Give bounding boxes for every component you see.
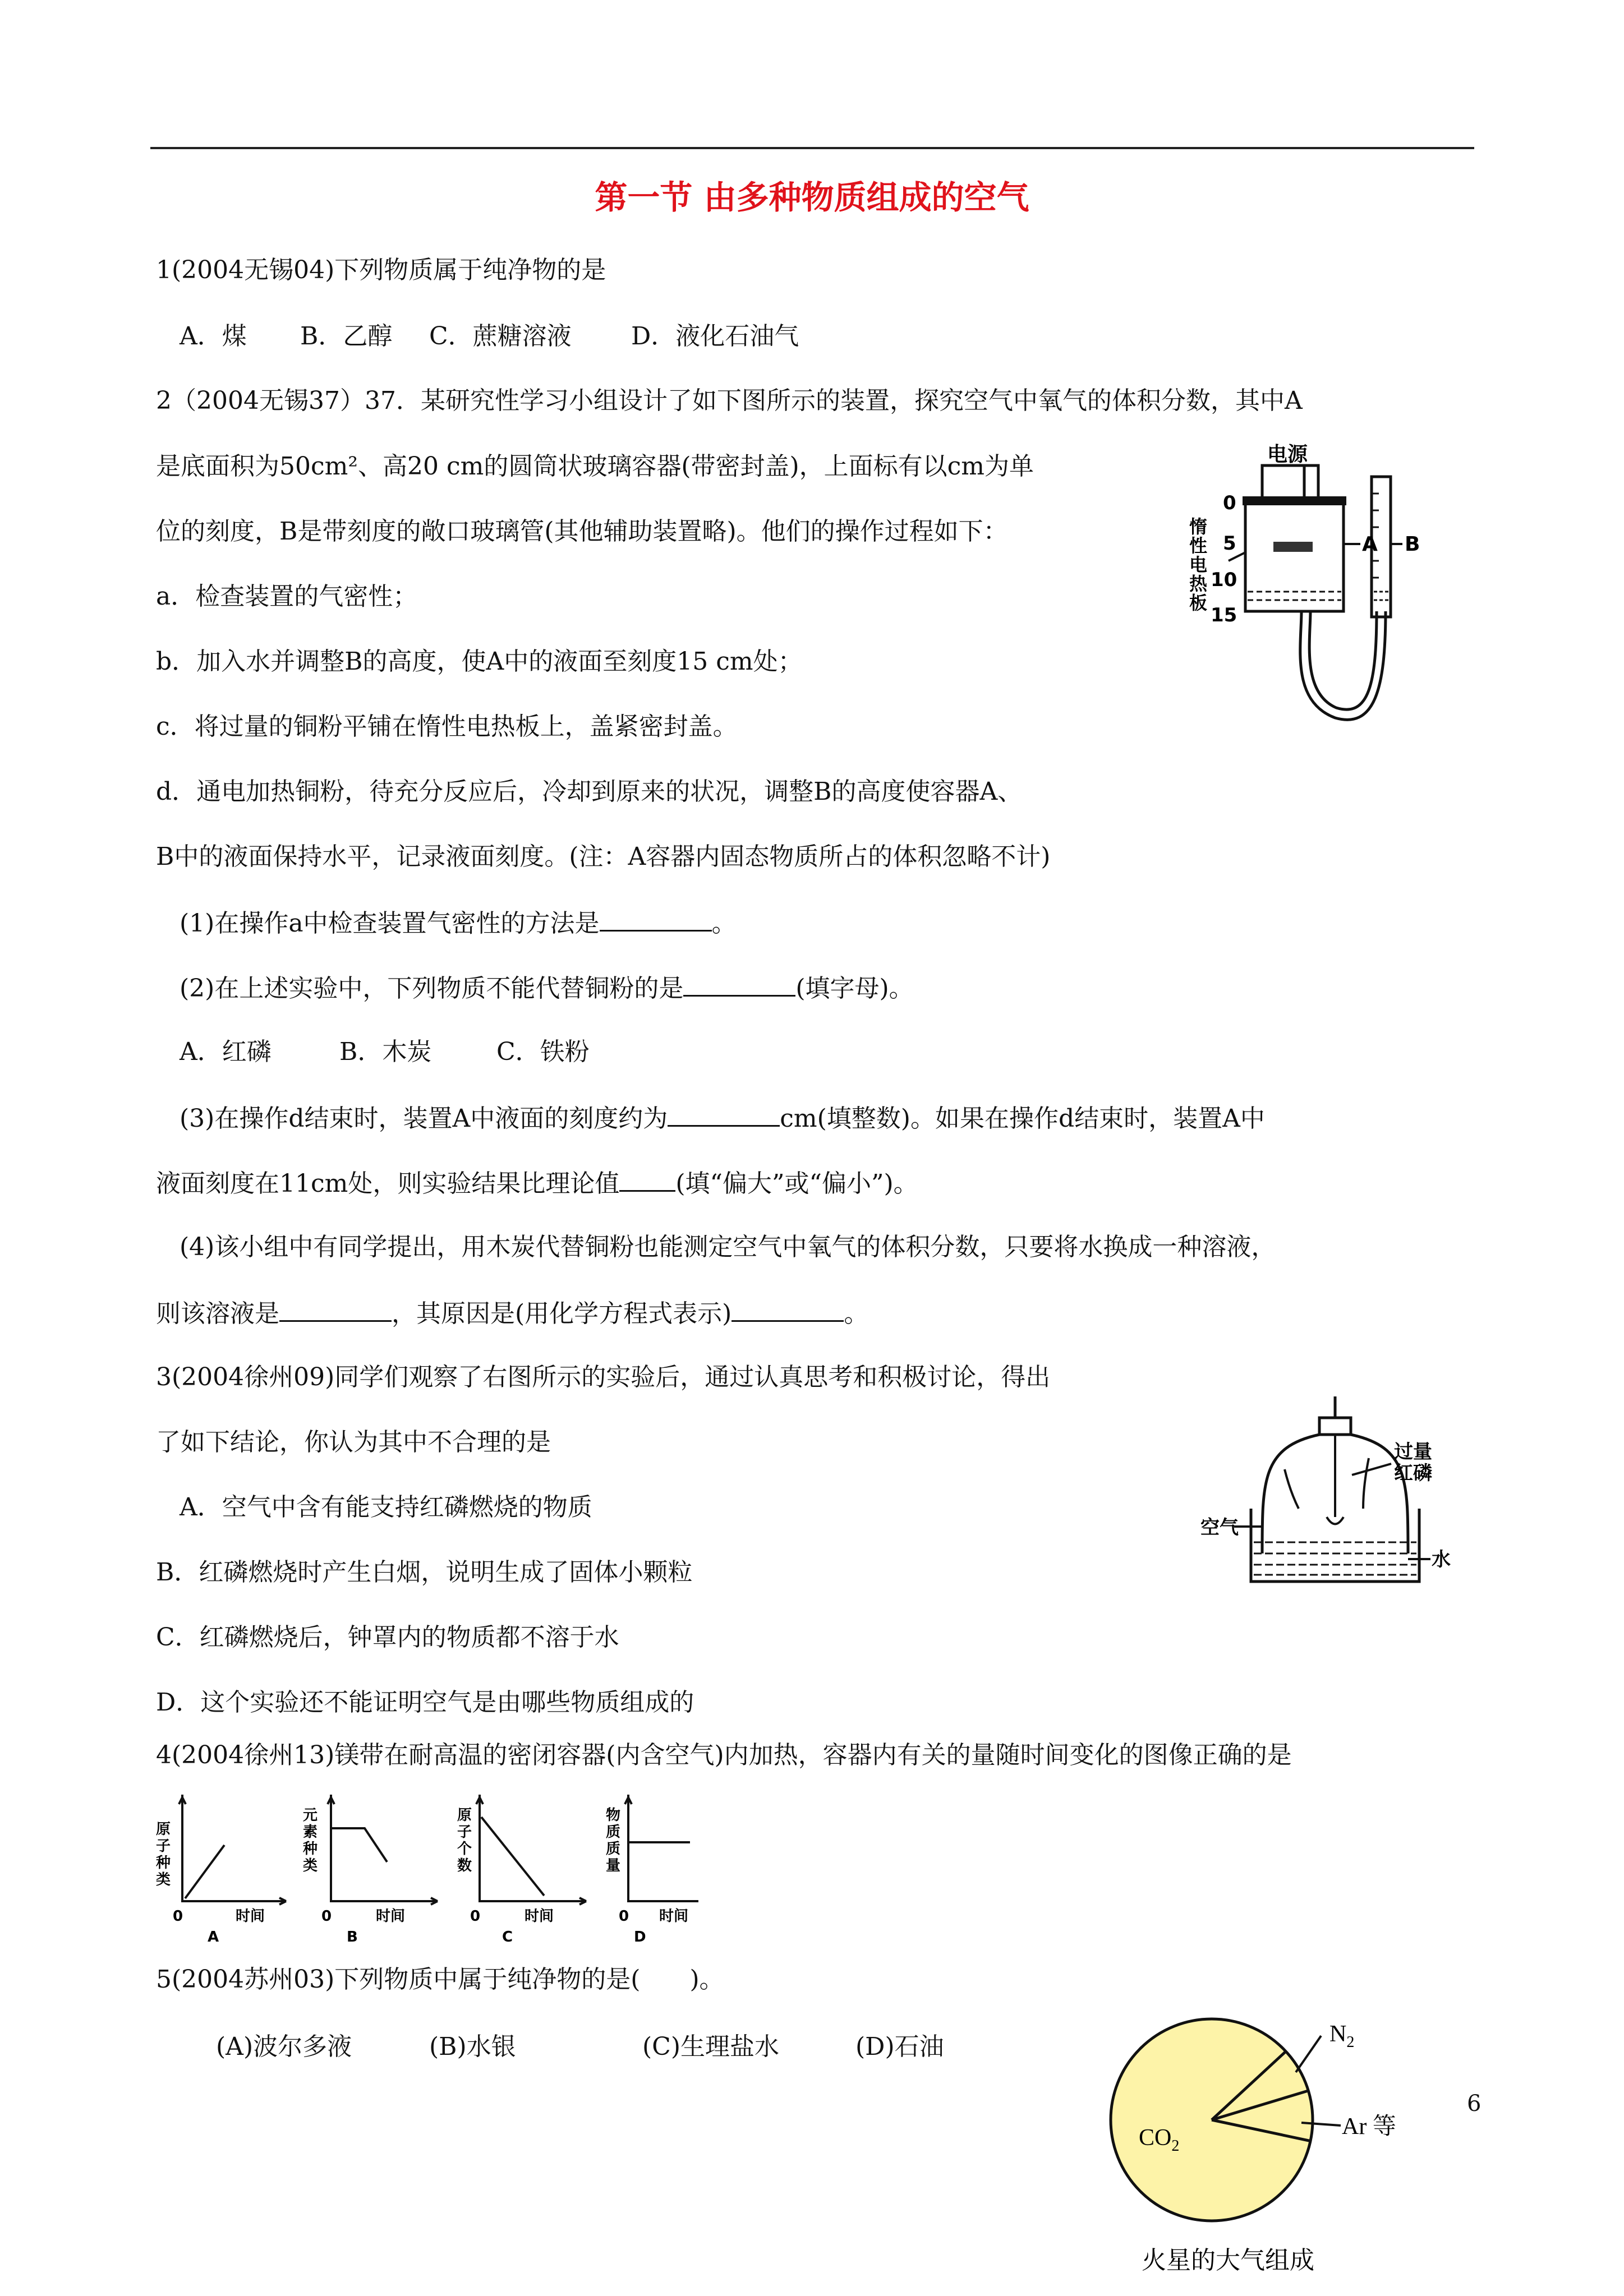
q2-line-2: 是底面积为50cm²、高20 cm的圆筒状玻璃容器(带密封盖)，上面标有以cm为单 xyxy=(156,452,1034,481)
graph-b-axes xyxy=(331,1795,438,1901)
q2-option-b: B．木炭 xyxy=(339,1038,432,1066)
q1-stem: 1(2004无锡04)下列物质属于纯净物的是 xyxy=(156,256,606,284)
q5-option-a: (A)波尔多液 xyxy=(216,2032,352,2061)
q2-sub3-line-2: 液面刻度在11cm处，则实验结果比理论值 (填“偏大”或“偏小”)。 xyxy=(156,1165,918,1201)
q2-step-b: b．加入水并调整B的高度，使A中的液面至刻度15 cm处； xyxy=(156,647,803,676)
svg-text:量: 量 xyxy=(606,1857,621,1874)
header-rule xyxy=(150,147,1474,149)
q5-stem: 5(2004苏州03)下列物质中属于纯净物的是( )。 xyxy=(156,1965,724,1994)
q2-sub4-line-2: 则该溶液是 ，其原因是(用化学方程式表示) 。 xyxy=(156,1295,868,1331)
tick-10: 10 xyxy=(1211,569,1237,591)
label-b: B xyxy=(1405,533,1420,556)
q3-line-2: 了如下结论，你认为其中不合理的是 xyxy=(156,1428,551,1456)
graph-c-letter: C xyxy=(502,1929,513,1945)
svg-text:质: 质 xyxy=(606,1824,621,1841)
answer-blank[interactable] xyxy=(683,970,795,997)
tick-15: 15 xyxy=(1211,604,1237,626)
q3-line-1: 3(2004徐州09)同学们观察了右图所示的实验后，通过认真思考和积极讨论，得出 xyxy=(156,1363,1051,1391)
q2-apparatus-figure xyxy=(1189,443,1447,757)
graph-b-letter: B xyxy=(347,1929,358,1945)
graph-c-line xyxy=(481,1817,544,1896)
label-excess: 过量 xyxy=(1394,1441,1432,1463)
q3-option-a: A．空气中含有能支持红磷燃烧的物质 xyxy=(180,1493,592,1522)
svg-text:原: 原 xyxy=(457,1807,472,1824)
svg-text:0: 0 xyxy=(470,1908,481,1925)
svg-text:子: 子 xyxy=(457,1824,472,1841)
n2-leader xyxy=(1296,2036,1321,2072)
q1-option-d: D．液化石油气 xyxy=(631,322,799,351)
pie-caption: 火星的大气组成 xyxy=(1142,2246,1314,2275)
graph-d-xlabel: 时间 xyxy=(659,1908,689,1925)
svg-text:质: 质 xyxy=(606,1841,621,1857)
q2-line-1: 2（2004无锡37）37．某研究性学习小组设计了如下图所示的装置，探究空气中氧气的体积分数，其中A xyxy=(156,386,1303,415)
q2-step-c: c．将过量的铜粉平铺在惰性电热板上，盖紧密封盖。 xyxy=(156,712,738,741)
q2-option-a: A．红磷 xyxy=(180,1038,272,1066)
q2-sub2-options xyxy=(180,1035,590,1069)
svg-text:类: 类 xyxy=(156,1871,171,1888)
svg-text:0: 0 xyxy=(321,1908,332,1925)
svg-text:性: 性 xyxy=(1189,535,1208,556)
water-trough xyxy=(1251,1509,1419,1582)
q2-sub2: (2)在上述实验中，下列物质不能代替铜粉的是 (填字母)。 xyxy=(180,970,914,1006)
power-wire-right xyxy=(1285,465,1318,499)
q4-stem: 4(2004徐州13)镁带在耐高温的密闭容器(内含空气)内加热，容器内有关的量随时间变化的图像正确的是 xyxy=(156,1741,1292,1769)
svg-text:惰: 惰 xyxy=(1189,516,1208,537)
q3-bell-jar-figure xyxy=(1200,1396,1481,1598)
co2-label: $CO_2$ xyxy=(1139,2125,1180,2155)
q1-option-c: C．蔗糖溶液 xyxy=(429,322,572,351)
graph-c-xlabel: 时间 xyxy=(525,1908,554,1925)
q2-sub1: (1)在操作a中检查装置气密性的方法是 。 xyxy=(180,905,737,940)
tick-0: 0 xyxy=(1223,492,1236,514)
q3-option-b: B．红磷燃烧时产生白烟，说明生成了固体小颗粒 xyxy=(156,1558,693,1587)
svg-text:元: 元 xyxy=(303,1807,318,1824)
label-water: 水 xyxy=(1432,1548,1451,1571)
sealing-lid xyxy=(1243,496,1346,505)
q3-option-c: C．红磷燃烧后，钟罩内的物质都不溶于水 xyxy=(156,1623,619,1652)
svg-text:0: 0 xyxy=(619,1908,629,1925)
container-a xyxy=(1245,499,1344,611)
q3-option-d: D．这个实验还不能证明空气是由哪些物质组成的 xyxy=(156,1688,694,1717)
svg-text:素: 素 xyxy=(303,1824,318,1841)
svg-text:种: 种 xyxy=(303,1841,318,1857)
mars-atmosphere-pie xyxy=(1111,2019,1470,2283)
svg-text:种: 种 xyxy=(156,1855,171,1871)
answer-blank[interactable] xyxy=(600,905,712,932)
power-label: 电源 xyxy=(1267,443,1308,466)
graph-d-axes xyxy=(628,1795,698,1901)
q1-option-a: A．煤 xyxy=(180,322,247,351)
n2-label: $N_2$ xyxy=(1329,2021,1355,2051)
graph-b-line xyxy=(332,1828,387,1862)
svg-text:热: 热 xyxy=(1189,573,1208,594)
graph-a-line xyxy=(185,1845,224,1898)
answer-blank[interactable] xyxy=(732,1295,844,1322)
graph-a-letter: A xyxy=(208,1929,219,1945)
graph-c-axes xyxy=(480,1795,586,1901)
q5-option-b: (B)水银 xyxy=(429,2032,516,2061)
svg-text:原: 原 xyxy=(156,1821,171,1838)
svg-text:板: 板 xyxy=(1189,592,1208,614)
graph-a-axes xyxy=(182,1795,286,1901)
q1-options xyxy=(180,320,799,353)
q1-option-b: B．乙醇 xyxy=(300,322,393,351)
q2-step-d-cont: B中的液面保持水平，记录液面刻度。(注：A容器内固态物质所占的体积忽略不计) xyxy=(156,842,1051,871)
ar-label: Ar 等 xyxy=(1342,2114,1396,2140)
svg-text:类: 类 xyxy=(303,1857,318,1874)
stopper xyxy=(1319,1418,1351,1435)
q2-sub3-line-1: (3)在操作d结束时，装置A中液面的刻度约为 cm(填整数)。如果在操作d结束时，装置A中 xyxy=(180,1100,1265,1136)
graph-d-letter: D xyxy=(634,1929,646,1945)
page-number: 6 xyxy=(1467,2091,1482,2117)
svg-text:个: 个 xyxy=(457,1841,472,1857)
q2-option-c: C．铁粉 xyxy=(496,1038,590,1066)
tick-5: 5 xyxy=(1223,532,1236,555)
q5-option-c: (C)生理盐水 xyxy=(642,2032,779,2061)
graph-a-xlabel: 时间 xyxy=(236,1908,265,1925)
svg-text:物: 物 xyxy=(606,1807,621,1824)
q2-sub4-line-1: (4)该小组中有同学提出，用木炭代替铜粉也能测定空气中氧气的体积分数，只要将水换成一种溶液， xyxy=(180,1233,1276,1261)
q2-line-3: 位的刻度，B是带刻度的敞口玻璃管(其他辅助装置略)。他们的操作过程如下： xyxy=(156,517,1008,546)
label-a: A xyxy=(1362,533,1378,556)
plate-label xyxy=(1189,516,1208,614)
heating-plate xyxy=(1273,542,1313,552)
answer-blank[interactable] xyxy=(668,1100,780,1127)
svg-text:0: 0 xyxy=(173,1908,183,1925)
q5-options xyxy=(216,2030,944,2064)
label-air: 空气 xyxy=(1200,1516,1239,1539)
label-red-phosphorus: 红磷 xyxy=(1394,1462,1432,1484)
svg-text:电: 电 xyxy=(1189,554,1208,575)
svg-text:子: 子 xyxy=(156,1838,171,1855)
svg-text:数: 数 xyxy=(457,1857,472,1874)
q4-graphs xyxy=(151,1795,701,1946)
q5-option-d: (D)石油 xyxy=(855,2032,944,2061)
page-title: 第一节 由多种物质组成的空气 xyxy=(595,178,1029,216)
answer-blank[interactable] xyxy=(619,1165,675,1192)
q2-step-a: a．检查装置的气密性； xyxy=(156,582,418,611)
graph-b-xlabel: 时间 xyxy=(376,1908,406,1925)
power-wire-left xyxy=(1262,465,1304,499)
q2-step-d: d．通电加热铜粉，待充分反应后，冷却到原来的状况，调整B的高度使容器A、 xyxy=(156,777,1023,806)
answer-blank[interactable] xyxy=(279,1295,392,1322)
